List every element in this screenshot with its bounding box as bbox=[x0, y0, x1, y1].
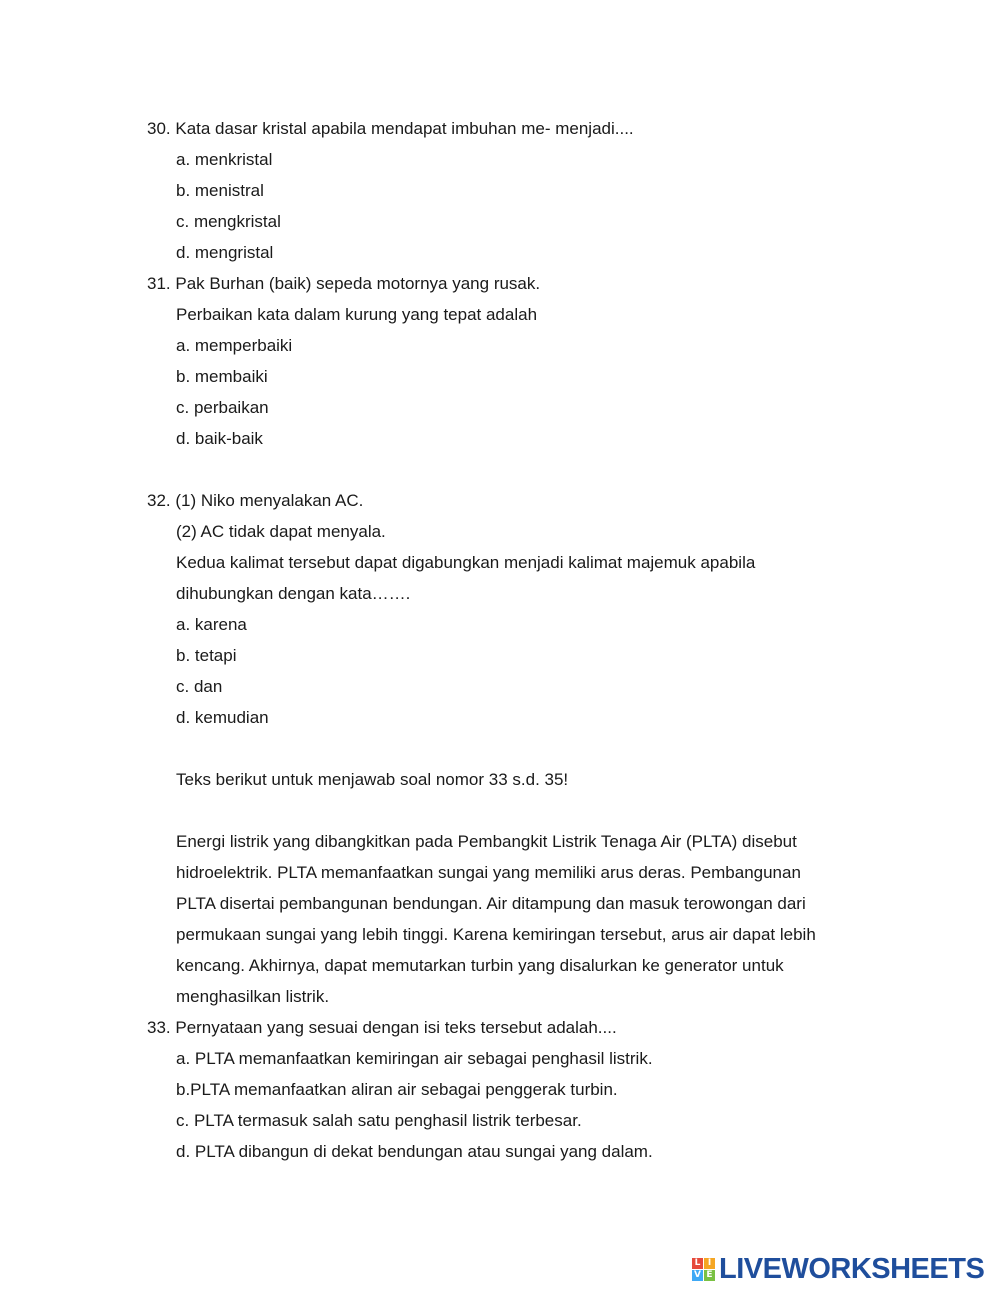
question-32: 32. (1) Niko menyalakan AC. bbox=[147, 491, 364, 510]
passage-line-3: PLTA disertai pembangunan bendungan. Air ditampung dan masuk terowongan dari bbox=[176, 894, 806, 913]
logo-tile-e: E bbox=[704, 1270, 715, 1281]
option-33d[interactable]: d. PLTA dibangun di dekat bendungan atau sungai yang dalam. bbox=[176, 1142, 653, 1161]
option-33c[interactable]: c. PLTA termasuk salah satu penghasil listrik terbesar. bbox=[176, 1111, 582, 1130]
option-30b[interactable]: b. menistral bbox=[176, 181, 264, 200]
option-31b[interactable]: b. membaiki bbox=[176, 367, 268, 386]
option-32c[interactable]: c. dan bbox=[176, 677, 223, 696]
option-33a[interactable]: a. PLTA memanfaatkan kemiringan air sebagai penghasil listrik. bbox=[176, 1049, 653, 1068]
passage-line-6: menghasilkan listrik. bbox=[176, 987, 330, 1006]
option-30a[interactable]: a. menkristal bbox=[176, 150, 273, 169]
question-32-prompt2: dihubungkan dengan kata……. bbox=[176, 584, 411, 603]
passage-line-2: hidroelektrik. PLTA memanfaatkan sungai yang memiliki arus deras. Pembangunan bbox=[176, 863, 801, 882]
passage-line-1: Energi listrik yang dibangkitkan pada Pembangkit Listrik Tenaga Air (PLTA) disebut bbox=[176, 832, 797, 851]
liveworksheets-logo-icon bbox=[692, 1258, 715, 1281]
option-30c[interactable]: c. mengkristal bbox=[176, 212, 281, 231]
logo-tile-l: L bbox=[692, 1258, 703, 1269]
question-30: 30. Kata dasar kristal apabila mendapat imbuhan me- menjadi.... bbox=[147, 119, 634, 138]
option-32d[interactable]: d. kemudian bbox=[176, 708, 269, 727]
option-31a[interactable]: a. memperbaiki bbox=[176, 336, 293, 355]
passage-line-4: permukaan sungai yang lebih tinggi. Karena kemiringan tersebut, arus air dapat lebih bbox=[176, 925, 816, 944]
passage-line-5: kencang. Akhirnya, dapat memutarkan turbin yang disalurkan ke generator untuk bbox=[176, 956, 784, 975]
logo-tile-i: I bbox=[704, 1258, 715, 1269]
question-31-prompt: Perbaikan kata dalam kurung yang tepat adalah bbox=[176, 305, 538, 324]
option-30d[interactable]: d. mengristal bbox=[176, 243, 274, 262]
liveworksheets-logo-text: LIVEWORKSHEETS bbox=[719, 1253, 985, 1285]
question-33: 33. Pernyataan yang sesuai dengan isi teks tersebut adalah.... bbox=[147, 1018, 617, 1037]
option-31d[interactable]: d. baik-baik bbox=[176, 429, 263, 448]
option-33b[interactable]: b.PLTA memanfaatkan aliran air sebagai penggerak turbin. bbox=[176, 1080, 618, 1099]
question-32-prompt1: Kedua kalimat tersebut dapat digabungkan menjadi kalimat majemuk apabila bbox=[176, 553, 756, 572]
liveworksheets-logo bbox=[692, 1254, 984, 1284]
passage-intro: Teks berikut untuk menjawab soal nomor 33 s.d. 35! bbox=[176, 770, 569, 789]
question-32-line2: (2) AC tidak dapat menyala. bbox=[176, 522, 386, 541]
logo-tile-v: V bbox=[692, 1270, 703, 1281]
option-31c[interactable]: c. perbaikan bbox=[176, 398, 269, 417]
question-31: 31. Pak Burhan (baik) sepeda motornya yang rusak. bbox=[147, 274, 541, 293]
option-32b[interactable]: b. tetapi bbox=[176, 646, 237, 665]
option-32a[interactable]: a. karena bbox=[176, 615, 247, 634]
